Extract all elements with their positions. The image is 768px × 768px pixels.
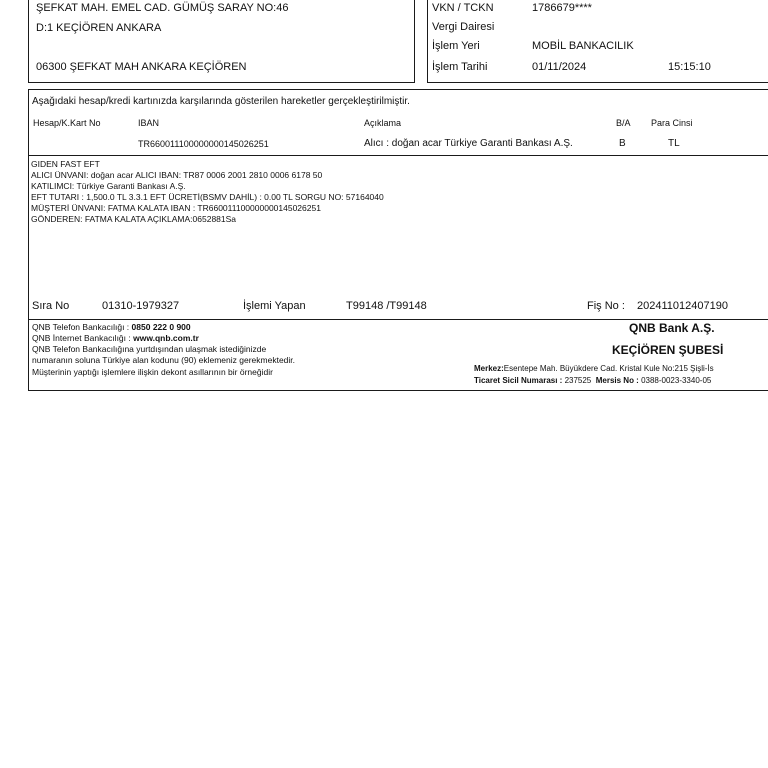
detail-line-2: ALICI ÜNVANI: doğan acar ALICI IBAN: TR87 0006 2001 2810 0006 6178 50: [31, 170, 323, 180]
operator-value: T99148 /T99148: [346, 300, 427, 312]
header-account: Hesap/K.Kart No: [33, 118, 101, 128]
date-value: 01/11/2024: [532, 61, 587, 73]
phone-banking: [32, 323, 191, 333]
sira-value: 01310-1979327: [102, 300, 180, 312]
detail-line-4: EFT TUTARI : 1,500.0 TL 3.3.1 EFT ÜCRETİ(BSMV DAHİL) : 0.00 TL SORGU NO: 57164040: [31, 192, 384, 202]
hq-address: [474, 364, 714, 373]
row-divider: [28, 155, 768, 156]
registry-value: 237525: [564, 376, 592, 385]
place-value: MOBİL BANKACILIK: [532, 40, 634, 52]
tax-office-label: Vergi Dairesi: [432, 21, 495, 33]
detail-line-3: KATILIMCI: Türkiye Garanti Bankası A.Ş.: [31, 181, 186, 191]
vkn-value: 1786679****: [532, 2, 592, 14]
fis-value: 202411012407190: [637, 300, 728, 312]
customer-address-line1: ŞEFKAT MAH. EMEL CAD. GÜMÜŞ SARAY NO:46: [36, 2, 289, 14]
row-ba: B: [619, 138, 626, 149]
customer-address-line3: 06300 ŞEFKAT MAH ANKARA KEÇİÖREN: [36, 61, 247, 73]
note-line-1: QNB Telefon Bankacılığına yurtdışından ulaşmak istediğinizde: [32, 344, 267, 354]
operator-label: İşlemi Yapan: [243, 300, 306, 312]
row-currency: TL: [668, 138, 680, 149]
hq-value: Esentepe Mah. Büyükdere Cad. Kristal Kule No:215 Şişli-İs: [503, 364, 714, 373]
statement-intro: Aşağıdaki hesap/kredi kartınızda karşılarında gösterilen hareketler gerçekleştirilmiştir.: [32, 96, 410, 107]
fis-label: Fiş No :: [587, 300, 625, 312]
hq-label: Merkez:: [474, 364, 504, 373]
header-ba: B/A: [616, 118, 631, 128]
place-label: İşlem Yeri: [432, 40, 480, 52]
detail-line-5: MÜŞTERİ ÜNVANI: FATMA KALATA IBAN : TR660011100000000145026251: [31, 203, 321, 213]
branch-name: KEÇİÖREN ŞUBESİ: [612, 343, 724, 357]
registry-label: Ticaret Sicil Numarası :: [474, 376, 565, 385]
note-line-3: Müşterinin yaptığı işlemlere ilişkin dekont asıllarının bir örneğidir: [32, 367, 273, 377]
bank-name: QNB Bank A.Ş.: [629, 321, 715, 335]
row-description: Alıcı : doğan acar Türkiye Garanti Bankası A.Ş.: [364, 138, 573, 149]
registry-info: [474, 376, 711, 385]
date-label: İşlem Tarihi: [432, 61, 488, 73]
header-iban: IBAN: [138, 118, 160, 128]
customer-address-line2: D:1 KEÇİÖREN ANKARA: [36, 22, 162, 34]
mersis-value: 0388-0023-3340-05: [641, 376, 712, 385]
note-line-2: numaranın soluna Türkiye alan kodunu (90) eklemeniz gerekmektedir.: [32, 355, 296, 365]
detail-line-1: GIDEN FAST EFT: [31, 159, 100, 169]
header-currency: Para Cinsi: [651, 118, 693, 128]
internet-label: QNB İnternet Bankacılığı :: [32, 333, 134, 343]
phone-label: QNB Telefon Bankacılığı :: [32, 322, 132, 332]
detail-line-6: GÖNDEREN: FATMA KALATA AÇIKLAMA:0652881Sa: [31, 214, 237, 224]
internet-value: www.qnb.com.tr: [133, 333, 199, 343]
sira-label: Sıra No: [32, 300, 70, 312]
row-iban: TR660011100000000145026251: [138, 139, 269, 149]
vkn-label: VKN / TCKN: [432, 2, 494, 14]
phone-value: 0850 222 0 900: [131, 322, 191, 332]
mersis-label: Mersis No :: [595, 376, 642, 385]
internet-banking: [32, 334, 199, 344]
header-description: Açıklama: [364, 118, 402, 128]
time-value: 15:15:10: [668, 61, 711, 73]
